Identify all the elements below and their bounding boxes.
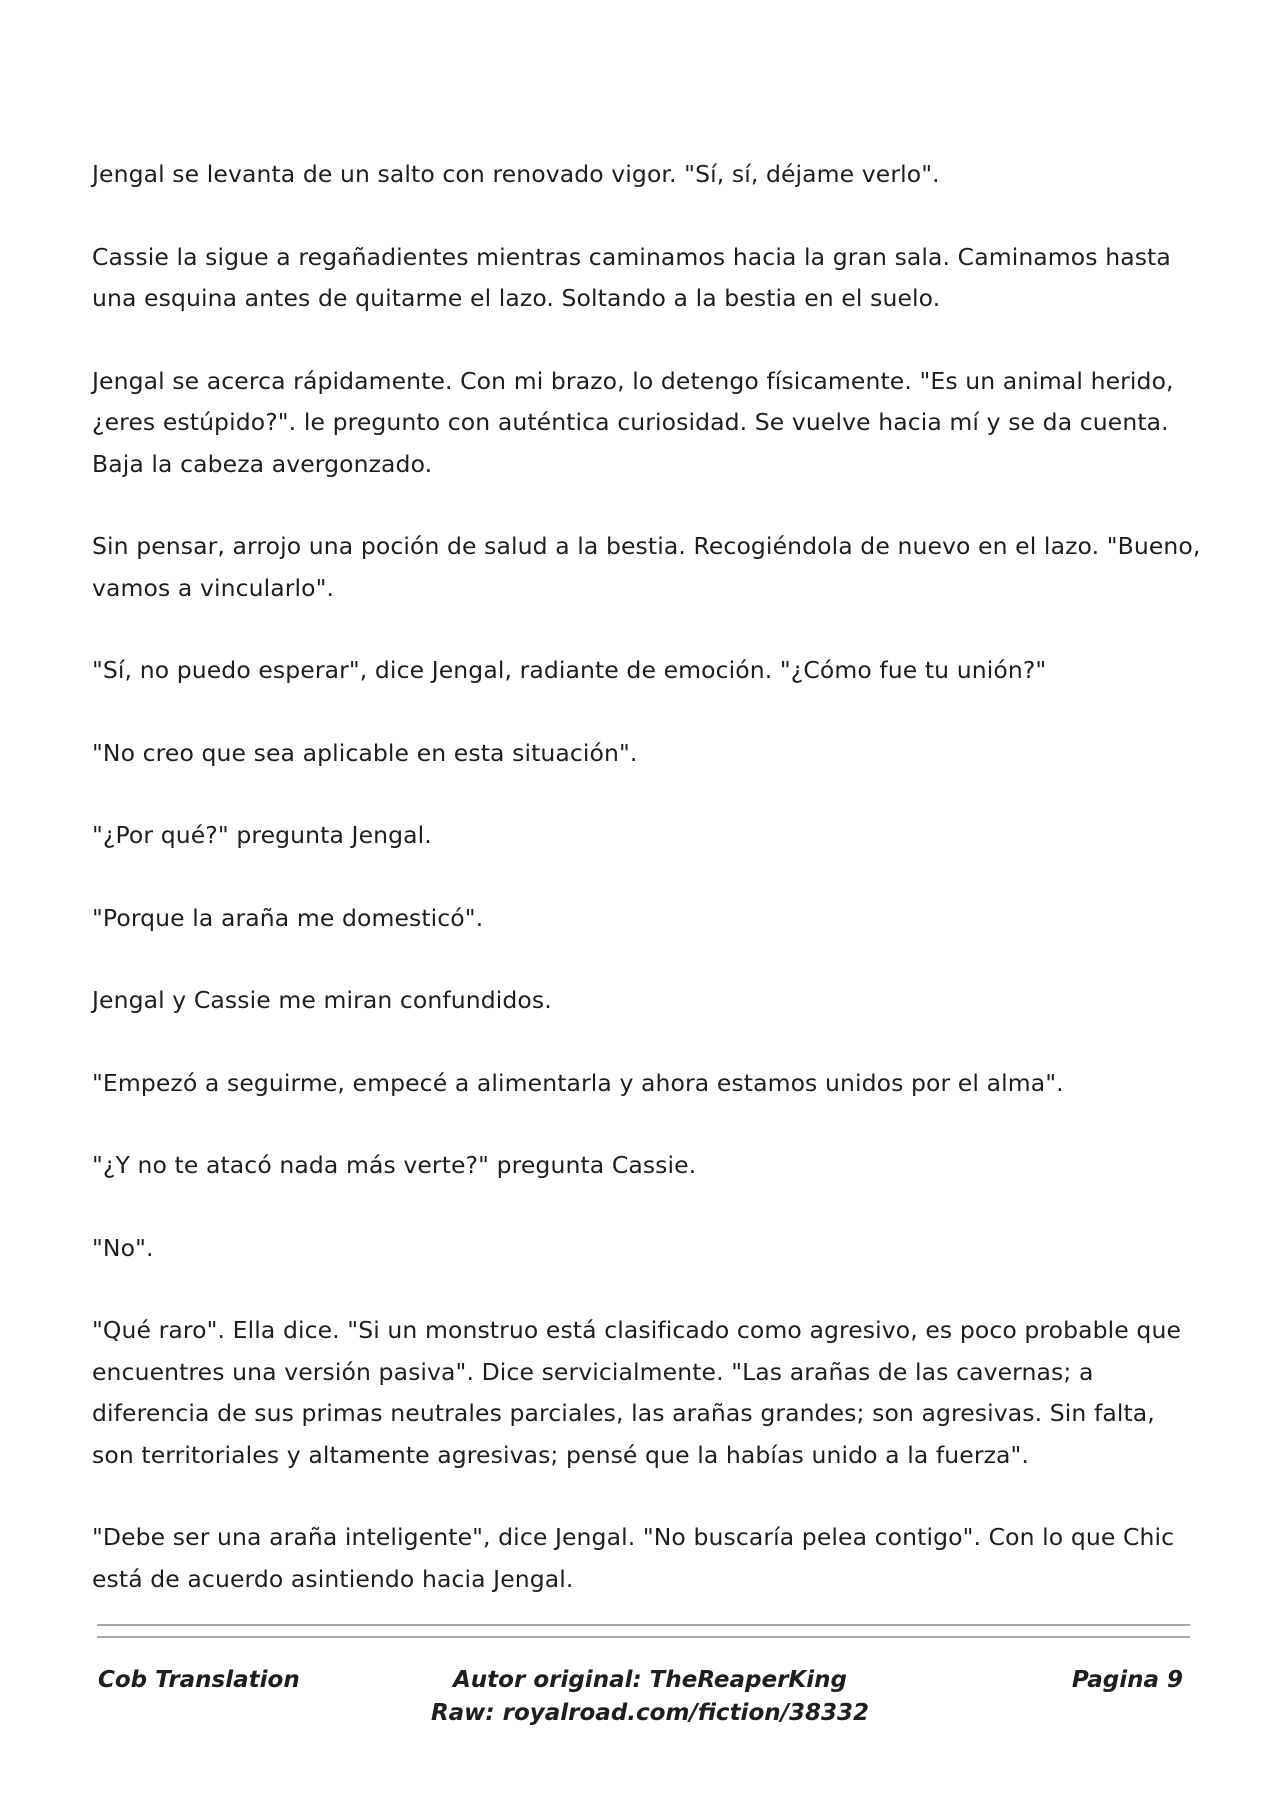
footer-credits <box>380 1664 920 1730</box>
paragraph-8: "Porque la araña me domesticó". <box>92 903 484 932</box>
paragraph-7: "¿Por qué?" pregunta Jengal. <box>92 821 432 849</box>
paragraph-3: Jengal se acerca rápidamente. Con mi brazo, lo detengo físicamente. "Es un animal herido, ¿eres estúpido?". le pregunto con auténtica curiosidad. Se vuelve hacia mí y se da cuenta. Baja la cabeza avergonzado. <box>92 366 1174 478</box>
paragraph-5: "Sí, no puedo esperar", dice Jengal, radiante de emoción. "¿Cómo fue tu unión?" <box>92 656 1047 684</box>
paragraph-1: Jengal se levanta de un salto con renovado vigor. "Sí, sí, déjame verlo". <box>92 160 940 188</box>
footer-original-author: Autor original: TheReaperKing <box>453 1667 847 1693</box>
paragraph-14: "Debe ser una araña inteligente", dice Jengal. "No buscaría pelea contigo". Con lo que Chic está de acuerdo asintiendo hacia Jengal. <box>92 1523 1175 1593</box>
footer-translator: Cob Translation <box>98 1667 300 1693</box>
paragraph-12: "No". <box>92 1233 154 1262</box>
footer-divider-bottom <box>97 1636 1190 1638</box>
paragraph-11: "¿Y no te atacó nada más verte?" pregunta Cassie. <box>92 1151 697 1179</box>
paragraph-13: "Qué raro". Ella dice. "Si un monstruo está clasificado como agresivo, es poco probable que encuentres una versión pasiva". Dice servicialmente. "Las arañas de las cavernas; a diferencia de sus primas neutrales parciales, las arañas grandes; son agresivas. Sin falta, son territoriales y altamente agresivas; pensé que la habías unido a la fuerza". <box>92 1316 1181 1469</box>
paragraph-4: Sin pensar, arrojo una poción de salud a la bestia. Recogiéndola de nuevo en el lazo. "Bueno, vamos a vincularlo". <box>92 532 1201 602</box>
footer-divider-top <box>97 1624 1190 1626</box>
page-number: Pagina 9 <box>1071 1667 1183 1693</box>
footer-raw-source: Raw: royalroad.com/fiction/38332 <box>430 1700 870 1726</box>
paragraph-10: "Empezó a seguirme, empecé a alimentarla y ahora estamos unidos por el alma". <box>92 1068 1064 1097</box>
body-text <box>92 154 1202 1641</box>
paragraph-6: "No creo que sea aplicable en esta situación". <box>92 738 638 767</box>
paragraph-9: Jengal y Cassie me miran confundidos. <box>92 986 552 1014</box>
paragraph-2: Cassie la sigue a regañadientes mientras caminamos hacia la gran sala. Caminamos hasta una esquina antes de quitarme el lazo. Soltando a la bestia en el suelo. <box>92 242 1171 312</box>
